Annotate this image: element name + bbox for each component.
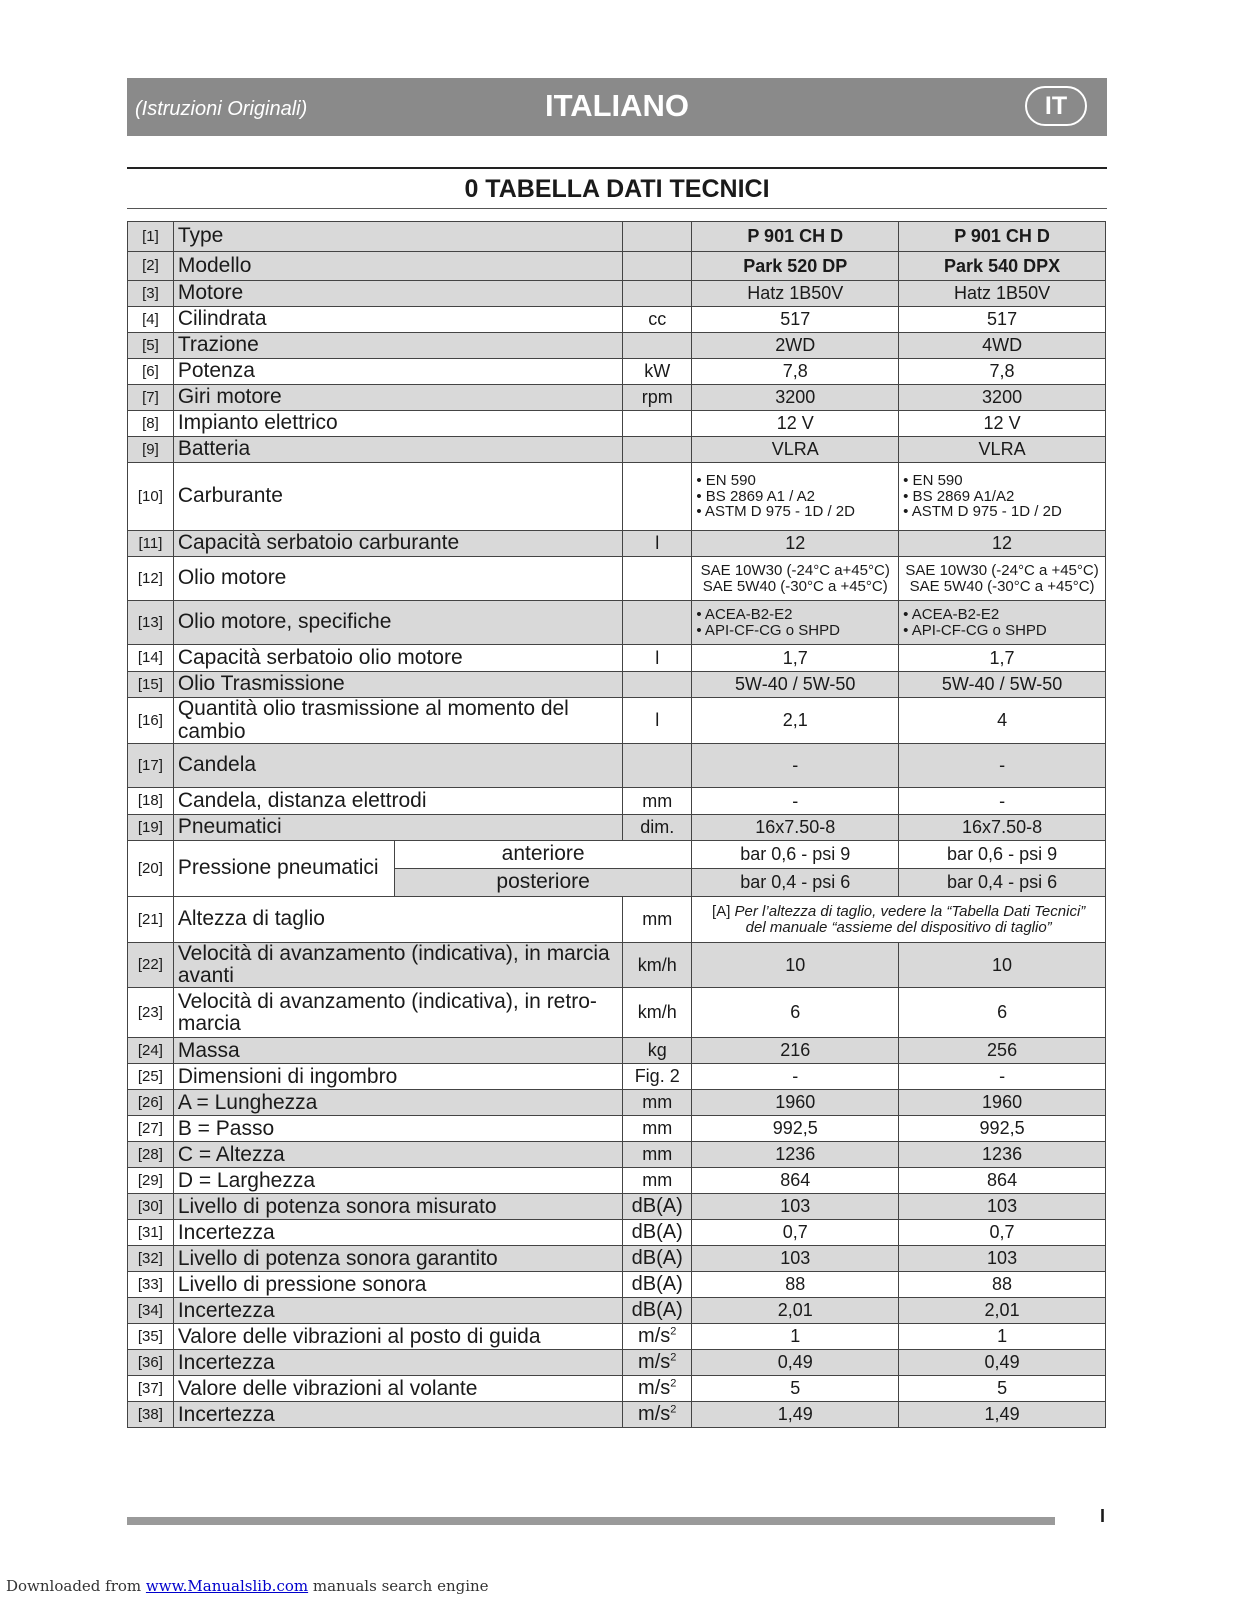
table-row [128, 815, 1106, 841]
row-value-2: 1236 [899, 1142, 1106, 1168]
table-row [128, 531, 1106, 557]
row-value-2: 1,7 [899, 645, 1106, 672]
row-value-2: 4WD [899, 333, 1106, 359]
row-index: [24] [128, 1038, 174, 1064]
row-index: [27] [128, 1116, 174, 1142]
row-index: [33] [128, 1272, 174, 1298]
row-value-1: bar 0,4 - psi 6 [692, 869, 899, 897]
table-row [128, 1324, 1106, 1350]
row-value-1: 0,49 [692, 1350, 899, 1376]
oil-spec: • ACEA-B2-E2 [696, 605, 793, 623]
row-value-1: 1236 [692, 1142, 899, 1168]
row-value-1: 12 V [692, 411, 899, 437]
row-label: Impianto elettrico [173, 411, 622, 437]
row-value-2: 7,8 [899, 359, 1106, 385]
table-row [128, 385, 1106, 411]
row-unit: dB(A) [623, 1298, 692, 1324]
row-value-2: 12 V [899, 411, 1106, 437]
table-row [128, 1402, 1106, 1428]
row-value-1: 5W-40 / 5W-50 [692, 672, 899, 698]
row-label: Quantità olio trasmissione al momento del cambio [173, 698, 622, 744]
row-index: [3] [128, 281, 174, 307]
row-sublabel: posteriore [394, 869, 691, 897]
row-label: A = Lunghezza [173, 1090, 622, 1116]
row-unit [623, 744, 692, 788]
row-value-1: 1,49 [692, 1402, 899, 1428]
row-value-2: 16x7.50-8 [899, 815, 1106, 841]
row-index: [38] [128, 1402, 174, 1428]
row-unit: dB(A) [623, 1246, 692, 1272]
unit-exponent: 2 [670, 1377, 677, 1390]
row-value-2: 5 [899, 1376, 1106, 1402]
download-prefix: Downloaded from [6, 1577, 146, 1595]
row-label: Candela, distanza elettrodi [173, 788, 622, 815]
row-value-2 [899, 463, 1106, 531]
row-unit: km/h [623, 988, 692, 1038]
row-label: C = Altezza [173, 1142, 622, 1168]
row-unit [623, 411, 692, 437]
row-label: Olio motore [173, 557, 622, 601]
oil-grade: SAE 10W30 (-24°C a +45°C) [905, 561, 1099, 579]
row-label: Giri motore [173, 385, 622, 411]
table-row [128, 672, 1106, 698]
row-value-2: bar 0,4 - psi 6 [899, 869, 1106, 897]
row-value-1 [692, 557, 899, 601]
row-label: D = Larghezza [173, 1168, 622, 1194]
row-unit: dB(A) [623, 1220, 692, 1246]
row-index: [28] [128, 1142, 174, 1168]
row-unit: mm [623, 1116, 692, 1142]
section-rule-thin [127, 208, 1107, 209]
table-row [128, 437, 1106, 463]
fuel-spec: • BS 2869 A1 / A2 [696, 487, 816, 505]
row-value-2: 4 [899, 698, 1106, 744]
row-value-1: VLRA [692, 437, 899, 463]
row-unit [623, 222, 692, 252]
row-value-2: 3200 [899, 385, 1106, 411]
row-value-1: 88 [692, 1272, 899, 1298]
row-label: Valore delle vibrazioni al posto di guida [173, 1324, 622, 1350]
row-value-1: 2WD [692, 333, 899, 359]
fuel-spec: • ASTM D 975 - 1D / 2D [903, 503, 1062, 521]
row-unit: kW [623, 359, 692, 385]
row-unit: mm [623, 1090, 692, 1116]
row-value-1: 216 [692, 1038, 899, 1064]
note-ref: [A] [712, 902, 735, 920]
row-index: [36] [128, 1350, 174, 1376]
row-value-1: 1960 [692, 1090, 899, 1116]
row-label: Dimensioni di ingombro [173, 1064, 622, 1090]
row-label: Livello di potenza sonora misurato [173, 1194, 622, 1220]
row-value-2: - [899, 744, 1106, 788]
unit-text: m/s [638, 1351, 671, 1374]
oil-grade: SAE 10W30 (-24°C a+45°C) [700, 561, 890, 579]
row-label: Incertezza [173, 1298, 622, 1324]
row-value-2: 88 [899, 1272, 1106, 1298]
row-value-1: 7,8 [692, 359, 899, 385]
row-value-2: - [899, 1064, 1106, 1090]
row-label: Carburante [173, 463, 622, 531]
row-value-1: bar 0,6 - psi 9 [692, 841, 899, 869]
row-unit [623, 672, 692, 698]
row-label: Batteria [173, 437, 622, 463]
row-label: Capacità serbatoio olio motore [173, 645, 622, 672]
row-index: [14] [128, 645, 174, 672]
row-label: Potenza [173, 359, 622, 385]
row-index: [29] [128, 1168, 174, 1194]
row-unit: l [623, 698, 692, 744]
row-unit: dim. [623, 815, 692, 841]
row-value-2: 103 [899, 1194, 1106, 1220]
note-line-2: del manuale “assieme del dispositivo di taglio” [745, 918, 1052, 936]
table-row [128, 307, 1106, 333]
row-value-1: 864 [692, 1168, 899, 1194]
table-row [128, 897, 1106, 943]
row-index: [35] [128, 1324, 174, 1350]
row-value-1: 992,5 [692, 1116, 899, 1142]
table-row [128, 1194, 1106, 1220]
row-unit [623, 252, 692, 281]
row-index: [11] [128, 531, 174, 557]
row-label: Velocità di avanzamento (indicativa), in marcia avanti [173, 943, 622, 988]
row-value-1: 103 [692, 1194, 899, 1220]
row-index: [7] [128, 385, 174, 411]
row-label: Olio Trasmissione [173, 672, 622, 698]
row-index: [13] [128, 601, 174, 645]
row-value-2: VLRA [899, 437, 1106, 463]
row-label: Incertezza [173, 1220, 622, 1246]
row-value-1: 12 [692, 531, 899, 557]
row-unit [623, 463, 692, 531]
row-index: [25] [128, 1064, 174, 1090]
row-value-1: Hatz 1B50V [692, 281, 899, 307]
section-rule [127, 167, 1107, 169]
row-value-2 [899, 601, 1106, 645]
row-unit [623, 601, 692, 645]
oil-spec: • API-CF-CG o SHPD [696, 621, 840, 639]
row-label: Cilindrata [173, 307, 622, 333]
row-sublabel: anteriore [394, 841, 691, 869]
table-row [128, 1298, 1106, 1324]
fuel-spec: • EN 590 [696, 471, 756, 489]
table-row [128, 463, 1106, 531]
row-value-1: 16x7.50-8 [692, 815, 899, 841]
row-index: [32] [128, 1246, 174, 1272]
row-index: [26] [128, 1090, 174, 1116]
table-row [128, 1168, 1106, 1194]
download-suffix: manuals search engine [308, 1577, 489, 1595]
row-value-2: P 901 CH D [899, 222, 1106, 252]
table-row [128, 645, 1106, 672]
table-row [128, 557, 1106, 601]
language-badge: IT [1025, 86, 1087, 126]
row-value-2: 0,49 [899, 1350, 1106, 1376]
row-value-2: 2,01 [899, 1298, 1106, 1324]
row-value-2: 5W-40 / 5W-50 [899, 672, 1106, 698]
row-unit [623, 437, 692, 463]
row-unit [623, 1350, 692, 1376]
row-index: [17] [128, 744, 174, 788]
row-index: [5] [128, 333, 174, 359]
table-row [128, 281, 1106, 307]
row-value-2: 10 [899, 943, 1106, 988]
row-index: [23] [128, 988, 174, 1038]
row-index: [1] [128, 222, 174, 252]
row-unit [623, 1402, 692, 1428]
row-unit: kg [623, 1038, 692, 1064]
table-row [128, 943, 1106, 988]
footer-bar [127, 1517, 1055, 1525]
row-label: B = Passo [173, 1116, 622, 1142]
row-label: Modello [173, 252, 622, 281]
fuel-spec: • ASTM D 975 - 1D / 2D [696, 503, 855, 521]
row-value-1: 517 [692, 307, 899, 333]
row-label: Pressione pneumatici [173, 841, 394, 897]
row-value-2: 1960 [899, 1090, 1106, 1116]
row-value-1: Park 520 DP [692, 252, 899, 281]
row-label: Velocità di avanzamento (indicativa), in retro-marcia [173, 988, 622, 1038]
row-label: Incertezza [173, 1350, 622, 1376]
table-row [128, 1142, 1106, 1168]
row-label: Livello di pressione sonora [173, 1272, 622, 1298]
row-value-2: 256 [899, 1038, 1106, 1064]
row-value-2: 1 [899, 1324, 1106, 1350]
row-unit: l [623, 645, 692, 672]
row-unit [623, 281, 692, 307]
row-value-1 [692, 601, 899, 645]
oil-spec: • API-CF-CG o SHPD [903, 621, 1047, 639]
row-label: Capacità serbatoio carburante [173, 531, 622, 557]
table-row [128, 601, 1106, 645]
row-value-1: - [692, 744, 899, 788]
row-label: Motore [173, 281, 622, 307]
banner-subtitle: (Istruzioni Originali) [135, 98, 308, 120]
row-unit [623, 333, 692, 359]
row-value-1: 5 [692, 1376, 899, 1402]
row-label: Trazione [173, 333, 622, 359]
table-row [128, 988, 1106, 1038]
row-value-1: 2,01 [692, 1298, 899, 1324]
row-unit: mm [623, 897, 692, 943]
table-row [128, 1038, 1106, 1064]
unit-text: m/s [638, 1325, 671, 1348]
row-index: [10] [128, 463, 174, 531]
row-unit: rpm [623, 385, 692, 411]
row-unit: mm [623, 1142, 692, 1168]
table-row [128, 1116, 1106, 1142]
row-value-1: 1 [692, 1324, 899, 1350]
table-row [128, 744, 1106, 788]
row-index: [15] [128, 672, 174, 698]
unit-exponent: 2 [670, 1351, 677, 1364]
spec-table [127, 221, 1106, 1428]
row-label: Pneumatici [173, 815, 622, 841]
oil-grade: SAE 5W40 (-30°C a +45°C) [909, 577, 1095, 595]
row-index: [19] [128, 815, 174, 841]
row-index: [31] [128, 1220, 174, 1246]
row-unit: l [623, 531, 692, 557]
language-banner [127, 78, 1107, 136]
row-unit: dB(A) [623, 1194, 692, 1220]
row-index: [21] [128, 897, 174, 943]
row-unit: mm [623, 1168, 692, 1194]
section-title: 0 TABELLA DATI TECNICI [464, 175, 770, 203]
row-value-1: 1,7 [692, 645, 899, 672]
row-index: [20] [128, 841, 174, 897]
row-label: Incertezza [173, 1402, 622, 1428]
table-row [128, 698, 1106, 744]
table-row [128, 1246, 1106, 1272]
row-value-1 [692, 463, 899, 531]
row-index: [34] [128, 1298, 174, 1324]
row-value-2: 992,5 [899, 1116, 1106, 1142]
table-row [128, 411, 1106, 437]
row-index: [9] [128, 437, 174, 463]
table-row [128, 252, 1106, 281]
row-value-2: Hatz 1B50V [899, 281, 1106, 307]
table-row [128, 788, 1106, 815]
row-unit: Fig. 2 [623, 1064, 692, 1090]
note-line-1: Per l’altezza di taglio, vedere la “Tabella Dati Tecnici” [734, 902, 1086, 920]
row-label: Altezza di taglio [173, 897, 622, 943]
fuel-spec: • BS 2869 A1/A2 [903, 487, 1015, 505]
row-index: [8] [128, 411, 174, 437]
row-value-1: 3200 [692, 385, 899, 411]
oil-spec: • ACEA-B2-E2 [903, 605, 1000, 623]
row-value-1: 2,1 [692, 698, 899, 744]
row-value-1: 10 [692, 943, 899, 988]
unit-text: m/s [638, 1403, 671, 1426]
row-label: Massa [173, 1038, 622, 1064]
row-value-2: - [899, 788, 1106, 815]
row-value-1: P 901 CH D [692, 222, 899, 252]
row-value-2: 6 [899, 988, 1106, 1038]
row-label: Valore delle vibrazioni al volante [173, 1376, 622, 1402]
row-value-2: bar 0,6 - psi 9 [899, 841, 1106, 869]
row-label: Olio motore, specifiche [173, 601, 622, 645]
table-row [128, 1272, 1106, 1298]
row-value-2: 517 [899, 307, 1106, 333]
row-unit: mm [623, 788, 692, 815]
row-label: Type [173, 222, 622, 252]
row-label: Candela [173, 744, 622, 788]
row-value-1: - [692, 1064, 899, 1090]
cutting-height-note [692, 897, 1106, 943]
row-value-2: 12 [899, 531, 1106, 557]
row-index: [22] [128, 943, 174, 988]
row-value-2: 0,7 [899, 1220, 1106, 1246]
manualslib-link[interactable]: www.Manualslib.com [145, 1577, 309, 1595]
table-row [128, 222, 1106, 252]
banner-language: ITALIANO [544, 88, 690, 123]
row-value-2: 864 [899, 1168, 1106, 1194]
unit-exponent: 2 [670, 1325, 677, 1338]
row-index: [6] [128, 359, 174, 385]
row-unit: cc [623, 307, 692, 333]
table-row [128, 333, 1106, 359]
table-row [128, 1220, 1106, 1246]
row-value-2: 1,49 [899, 1402, 1106, 1428]
row-index: [18] [128, 788, 174, 815]
table-row [128, 1350, 1106, 1376]
row-index: [4] [128, 307, 174, 333]
table-row [128, 1376, 1106, 1402]
row-index: [12] [128, 557, 174, 601]
row-value-2: 103 [899, 1246, 1106, 1272]
table-row [128, 1064, 1106, 1090]
table-row [128, 1090, 1106, 1116]
unit-exponent: 2 [670, 1403, 677, 1416]
row-index: [2] [128, 252, 174, 281]
row-unit: dB(A) [623, 1272, 692, 1298]
fuel-spec: • EN 590 [903, 471, 963, 489]
row-unit [623, 1376, 692, 1402]
row-unit [623, 1324, 692, 1350]
row-value-1: 0,7 [692, 1220, 899, 1246]
row-unit: km/h [623, 943, 692, 988]
row-label: Livello di potenza sonora garantito [173, 1246, 622, 1272]
row-index: [37] [128, 1376, 174, 1402]
table-row [128, 841, 1106, 869]
row-unit [623, 557, 692, 601]
oil-grade: SAE 5W40 (-30°C a +45°C) [702, 577, 888, 595]
table-row [128, 359, 1106, 385]
page-number: I [1100, 1506, 1106, 1526]
row-index: [16] [128, 698, 174, 744]
unit-text: m/s [638, 1377, 671, 1400]
download-notice [6, 1577, 489, 1595]
row-value-2: Park 540 DPX [899, 252, 1106, 281]
row-value-2 [899, 557, 1106, 601]
row-value-1: 103 [692, 1246, 899, 1272]
row-value-1: 6 [692, 988, 899, 1038]
row-index: [30] [128, 1194, 174, 1220]
row-value-1: - [692, 788, 899, 815]
